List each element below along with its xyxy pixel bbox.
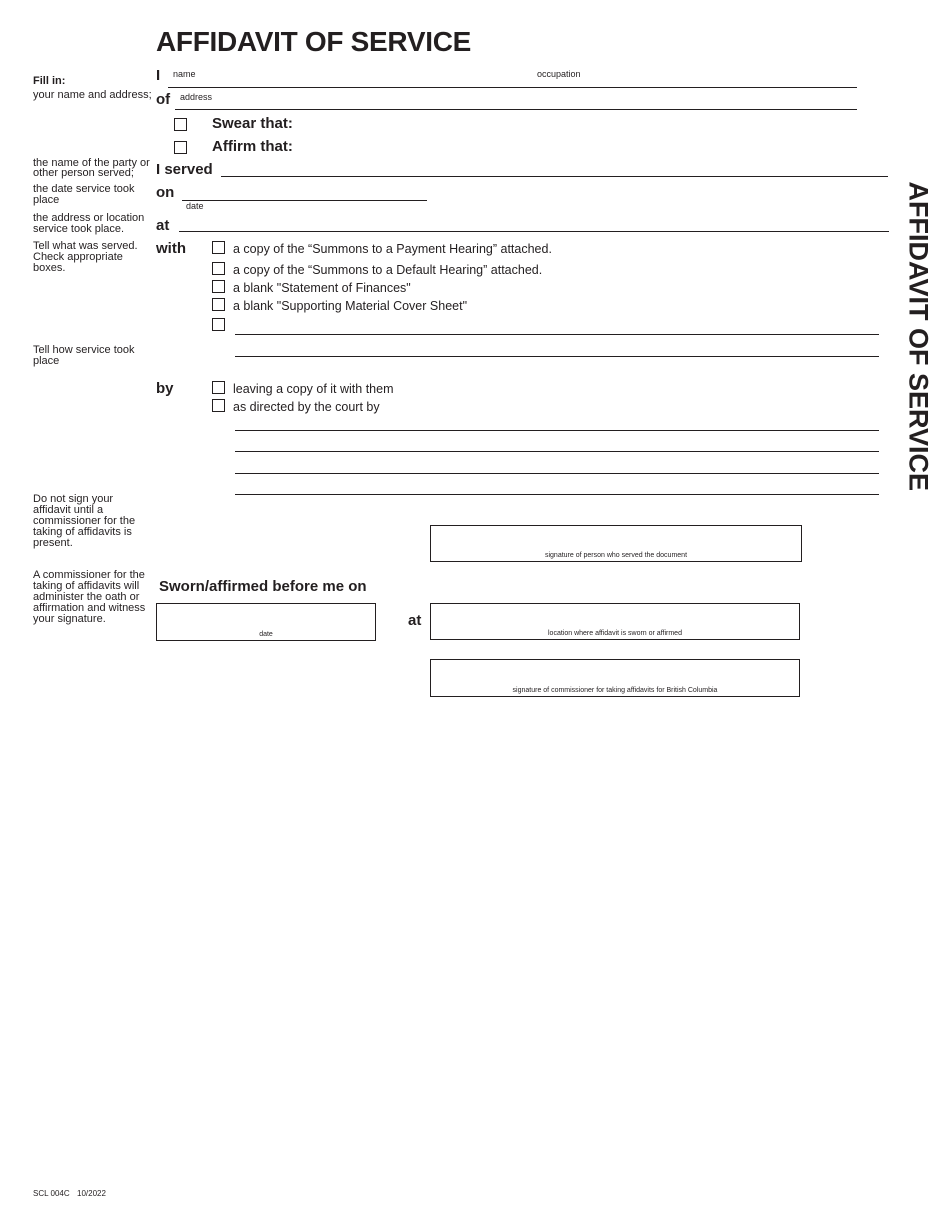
affirm-checkbox[interactable] xyxy=(174,141,187,154)
label-i-served: I served xyxy=(156,161,213,178)
instruction-date-line2: place xyxy=(33,194,60,206)
label-swear: Swear that: xyxy=(212,115,293,132)
instruction-name-address: your name and address; xyxy=(33,89,152,101)
side-title: AFFIDAVIT OF SERVICE xyxy=(903,181,934,492)
instruction-party-line1: the name of the party or xyxy=(33,157,150,169)
caption-commissioner-signature: signature of commissioner for taking affidavits for British Columbia xyxy=(512,687,718,694)
method-checkbox-1[interactable] xyxy=(212,381,225,394)
service-location-line xyxy=(179,231,889,232)
caption-address: address xyxy=(180,92,213,102)
instruction-commissioner-line2: taking of affidavits will xyxy=(33,580,140,592)
instruction-date-line1: the date service took xyxy=(33,183,135,195)
page-title: AFFIDAVIT OF SERVICE xyxy=(156,26,471,57)
served-item-label-2: a copy of the “Summons to a Default Hearing” attached. xyxy=(233,263,543,277)
caption-occupation: occupation xyxy=(537,69,581,79)
label-i: I xyxy=(156,67,161,84)
instruction-donotsign-line5: present. xyxy=(33,537,73,549)
served-item-checkbox-other[interactable] xyxy=(212,318,225,331)
sworn-date-box[interactable] xyxy=(156,603,376,641)
label-of: of xyxy=(156,91,171,108)
label-affirm: Affirm that: xyxy=(212,138,293,155)
form-date: 10/2022 xyxy=(77,1189,106,1198)
label-at-location: at xyxy=(408,612,422,629)
sworn-location-box[interactable] xyxy=(430,603,800,640)
instruction-commissioner-line5: your signature. xyxy=(33,613,106,625)
name-occupation-line xyxy=(168,87,857,88)
instruction-party-line2: other person served; xyxy=(33,167,134,179)
server-signature-box[interactable] xyxy=(430,525,802,562)
instruction-what-line2: Check appropriate xyxy=(33,251,123,263)
other-item-line-2 xyxy=(235,356,879,357)
caption-date: date xyxy=(186,201,204,211)
served-item-label-3: a blank "Statement of Finances" xyxy=(233,281,411,295)
directed-line-4 xyxy=(235,494,879,495)
instruction-donotsign-line4: taking of affidavits is xyxy=(33,526,132,538)
instruction-what-line3: boxes. xyxy=(33,262,66,274)
caption-sworn-location: location where affidavit is sworn or affirmed xyxy=(548,630,682,637)
label-by: by xyxy=(156,380,174,397)
served-item-checkbox-4[interactable] xyxy=(212,298,225,311)
swear-checkbox[interactable] xyxy=(174,118,187,131)
party-served-line xyxy=(221,176,888,177)
label-at: at xyxy=(156,217,170,234)
instruction-commissioner-line1: A commissioner for the xyxy=(33,569,145,581)
method-label-1: leaving a copy of it with them xyxy=(233,382,394,396)
directed-line-2 xyxy=(235,451,879,452)
label-sworn-before: Sworn/affirmed before me on xyxy=(159,578,367,595)
label-with: with xyxy=(156,240,186,257)
directed-line-1 xyxy=(235,430,879,431)
instruction-what-line1: Tell what was served. xyxy=(33,240,138,252)
method-label-2: as directed by the court by xyxy=(233,400,380,414)
served-item-label-1: a copy of the “Summons to a Payment Hearing” attached. xyxy=(233,242,552,256)
served-item-checkbox-3[interactable] xyxy=(212,280,225,293)
caption-sworn-date: date xyxy=(259,631,273,638)
served-item-checkbox-1[interactable] xyxy=(212,241,225,254)
directed-line-3 xyxy=(235,473,879,474)
instruction-address-line1: the address or location xyxy=(33,212,145,224)
service-date-line xyxy=(182,200,427,201)
address-line xyxy=(175,109,857,110)
label-on: on xyxy=(156,184,175,201)
served-item-checkbox-2[interactable] xyxy=(212,262,225,275)
instruction-commissioner-line4: affirmation and witness xyxy=(33,602,146,614)
other-item-line-1 xyxy=(235,334,879,335)
instruction-how-line2: place xyxy=(33,355,60,367)
form-code: SCL 004C xyxy=(33,1189,70,1198)
instruction-donotsign-line3: commissioner for the xyxy=(33,515,136,527)
instruction-address-line2: service took place. xyxy=(33,223,125,235)
commissioner-signature-box[interactable] xyxy=(430,659,800,697)
instruction-commissioner-line3: administer the oath or xyxy=(33,591,140,603)
method-checkbox-2[interactable] xyxy=(212,399,225,412)
instruction-donotsign-line1: Do not sign your xyxy=(33,493,114,505)
instruction-fill-in: Fill in: xyxy=(33,75,66,87)
caption-server-signature: signature of person who served the document xyxy=(544,552,688,559)
instruction-how-line1: Tell how service took xyxy=(33,344,135,356)
caption-name: name xyxy=(173,69,196,79)
instruction-donotsign-line2: affidavit until a xyxy=(33,504,104,516)
served-item-label-4: a blank "Supporting Material Cover Sheet" xyxy=(233,299,468,313)
